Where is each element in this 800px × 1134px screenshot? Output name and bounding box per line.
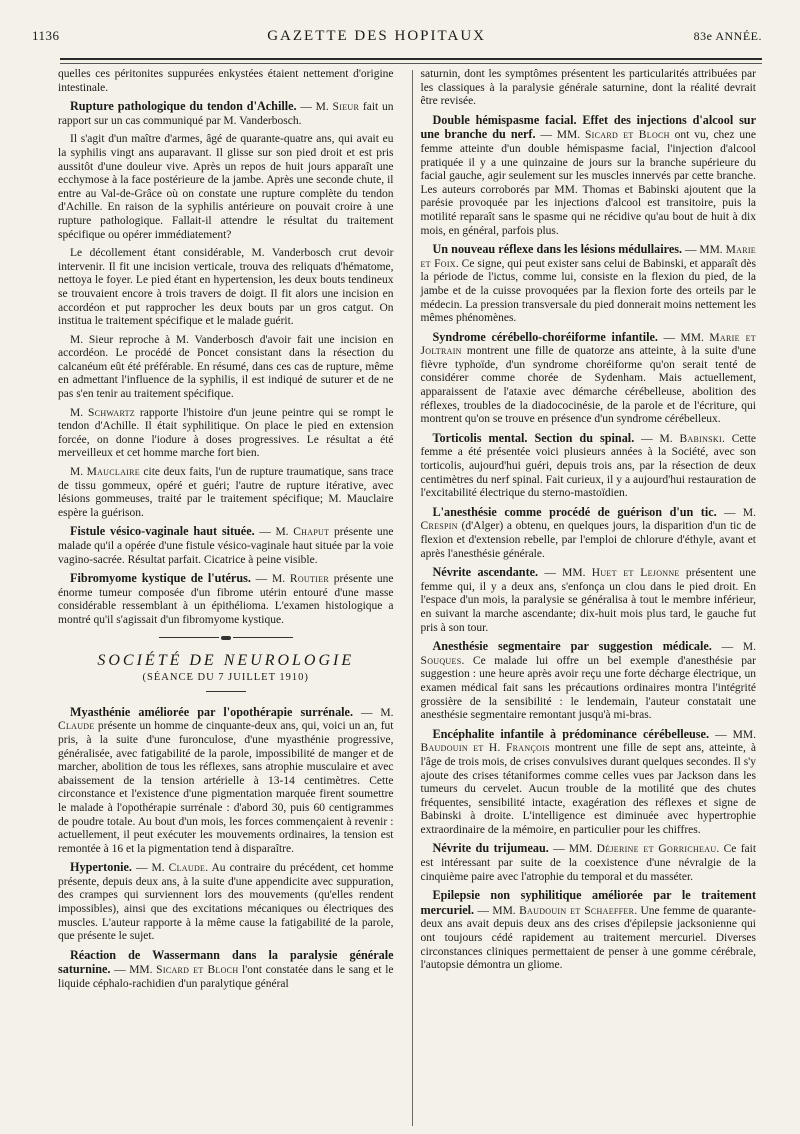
article-text: Au contraire du précédent, cet homme présente, depuis deux ans, à la suite d'une appendicite avec suppuration, des crampes qui surviennent lors des mouvements (qu'elles rendent impossibles), ainsi que des excitations mécaniques ou électriques des muscles. L'auteur rapporte à la même cause la fatigabilité de la parole, que présente le sujet. (58, 862, 394, 943)
article-title: Double hémispasme facial. Effet des injections d'alcool sur une branche du nerf. (420, 112, 756, 142)
paragraph: quelles ces péritonites suppurées enkystées étaient nettement d'origine intestinale. (58, 68, 394, 94)
header-rule (60, 58, 762, 60)
article-text: Ce signe, qui peut exister sans celui de Babinski, et apparaît dès la période de l'ictus, comme lui, consiste en la flexion du pied, de la jambe et de la cuisse provoquées par la flexion forte des orteils par le médecin. La pression transversale du pied donnerait moins nettement les mêmes phénomènes. (420, 257, 757, 325)
author-name: Sicard et Bloch (584, 129, 670, 142)
author-name: Sicard et Bloch (156, 964, 239, 977)
author-name: Routier (289, 573, 329, 586)
article-text: cite deux faits, l'un de rupture traumatique, sans trace de tissu gommeux, opéré et guéri; l'autre de rupture itérative, avec lésions gommeuses, traité par le traitement spécifique; M. Mauclaire espère la guérison. (58, 466, 394, 519)
author-name: Claude (168, 862, 206, 875)
article-title: Torticolis mental. Section du spinal. (432, 430, 635, 445)
section-session-date: (SÉANCE DU 7 JUILLET 1910) (142, 672, 309, 684)
article-title: Encéphalite infantile à prédominance cérébelleuse. (432, 726, 710, 741)
article-text: présente une énorme tumeur composée d'un fibrome utérin entouré d'une masse considérable ressemblant à un épithélioma. L'examen histologique a montré qu'il s'agissait d'un fibromyome kystique. (58, 573, 394, 626)
section-title: SOCIÉTÉ DE NEUROLOGIE (97, 651, 355, 669)
article-tic: L'anesthésie comme procédé de guérison d'un tic. — M. Crespin (d'Alger) a obtenu, en quelques jours, la disparition d'un tic de flexion et d'extension rebelle, par l'emploi de chlorure d'éthyle, avant et après l'anesthésie générale. (420, 504, 757, 560)
article-title: Réaction de Wassermann dans la paralysie générale saturnine. (58, 947, 394, 977)
article-text: présente un homme de cinquante-deux ans, qui, voici un an, fut pris, à la suite d'une furonculose, d'une myasthénie progressive, généralisée, avec fatigabilité de la parole, impossibilité de manger et de marcher, abolition de tous les réflexes, sans atrophie musculaire et avec abaissement de la tension artérielle à 13-14 centimètres. Cette circonstance et l'existence d'une pigmentation marquée firent soumettre le malade à l'opothérapie surrénale : d'abord 30, puis 60 centigrammes de poudre totale. Au bout d'un mois, les forces commençaient à revenir : actuellement, il peut exécuter les mouvements ordinaires, la tension est remontée à 16 et la pigmentation tend à disparaître. (58, 720, 394, 855)
author-name: Marie et Foix (420, 244, 756, 270)
author-name: Crespin (420, 520, 458, 533)
paragraph: M. Schwartz rapporte l'histoire d'un jeune peintre qui se rompt le tendon d'Achille. Il était syphilitique. On place le pied en extension forcée, on donne l'iodure à doses progressives. Le résultat a été merveilleux et cet homme marche fort bien. (58, 406, 394, 460)
article-title: Epilepsie non syphilitique améliorée par le traitement mercuriel. (420, 888, 756, 917)
author-name: Babinski (679, 432, 722, 445)
author-name: Chaput (293, 526, 330, 539)
article-title: Rupture pathologique du tendon d'Achille. (70, 99, 297, 114)
article-encephalite: Encéphalite infantile à prédominance cérébelleuse. — MM. Baudouin et H. François montrent une fille de sept ans, atteinte, à l'âge de trois mois, de crises convulsives durant quelques secondes. Il s'y ajoute des crises tétaniformes comme celles vues par Jackson dans les tumeurs du cervelet. Aucun trouble de la motilité que des chutes fréquentes, sensibilité intacte, exagération des réflexes et signe de Babinski à droite. L'intelligence est diminuée avec hypertrophie extraordinaire de la mémoire, en particulier pour les chiffres. (420, 726, 756, 836)
article-anesthesie: Anesthésie segmentaire par suggestion médicale. — M. Souques. Ce malade lui offre un bel exemple d'anesthésie par suggestion : une heure après avoir reçu une forte décharge électrique, un examen médical fait sans les précautions ordinaires montra l'intégrité grossière de la sensibilité : le lendemain, l'auteur constatait une anesthésie segmentaire remontant jusqu'à mi-bras. (420, 639, 756, 722)
column-divider (412, 70, 413, 1126)
author-name: Mauclaire (86, 466, 140, 479)
article-title: Syndrome cérébello-choréiforme infantile. (432, 329, 658, 344)
author-name: Baudouin et H. François (420, 742, 550, 755)
author-name: Déjerine et Gorricheau (596, 843, 717, 856)
article-title: Névrite ascendante. (432, 565, 539, 580)
article-epilepsie: Epilepsie non syphilitique améliorée par le traitement mercuriel. — MM. Baudouin et Schaeffer. Une femme de quarante-deux ans avait depuis deux ans des crises d'épilepsie jacksonienne qui ont toujours cédé rapidement au traitement mercuriel. Diverses circonstances cliniques permettaient de penser à une gomme cérébrale, l'autopsie démontra un gliome. (420, 888, 757, 972)
article-text: Ce malade lui offre un bel exemple d'anesthésie par suggestion : une heure après avoir reçu une forte décharge électrique, un examen médical fait sans les précautions ordinaires montra l'intégrité grossière de la sensibilité : le lendemain, l'auteur constatait une anesthésie segmentaire remontant jusqu'à mi-bras. (420, 654, 756, 722)
article-text: fait un rapport sur un cas communiqué par M. Vanderbosch. (58, 101, 394, 127)
author-name: Huet et Lejonne (591, 567, 680, 580)
article-wassermann: Réaction de Wassermann dans la paralysie générale saturnine. — MM. Sicard et Bloch l'ont constatée dans le sang et le liquide céphalo-rachidien d'un paralytique général (58, 947, 394, 991)
page-number: 1136 (32, 28, 60, 43)
article-torticolis: Torticolis mental. Section du spinal. — M. Babinski. Cette femme a été présentée voici plusieurs années à la Société, avec son torticolis, aujourd'hui guéri, depuis trois ans, par la résection de deux centimètres du nerf spinal. Fait curieux, il y a aujourd'hui restauration de l'excitabilité électrique du sterno-mastoïdien. (420, 430, 756, 500)
article-trijumeau: Névrite du trijumeau. — MM. Déjerine et Gorricheau. Ce fait est intéressant par suite de la coexistence d'une névralgie de la cinquième paire avec l'atrophie du temporal et du masséter. (420, 841, 757, 883)
article-title: L'anesthésie comme procédé de guérison d'un tic. (432, 504, 717, 519)
article-fibromyome: Fibromyome kystique de l'utérus. — M. Routier présente une énorme tumeur composée d'un fibrome utérin entouré d'une masse considérable ressemblant à un épithélioma. L'examen histologique a montré qu'il s'agissait d'un fibromyome kystique. (58, 571, 394, 626)
article-myasthenie: Myasthénie améliorée par l'opothérapie surrénale. — M. Claude présente un homme de cinquante-deux ans, qui, voici un an, fut pris, à la suite d'une furonculose, d'une myasthénie progressive, généralisée, avec fatigabilité de la parole, impossibilité de manger et de marcher, abolition de tous les réflexes, sans atrophie musculaire et avec abaissement de la tension artérielle à 13-14 centimètres. Cette circonstance et l'existence d'une pigmentation marquée firent soumettre le malade à l'opothérapie surrénale : d'abord 30, puis 60 centigrammes de poudre totale. Au bout d'un mois, les forces commençaient à revenir : actuellement, il peut exécuter les mouvements ordinaires, la tension est remontée à 16 et la pigmentation tend à disparaître. (58, 704, 394, 855)
article-reflexe: Un nouveau réflexe dans les lésions médullaires. — MM. Marie et Foix. Ce signe, qui peut exister sans celui de Babinski, et apparaît dès la période de l'ictus, comme lui, consiste en la flexion du pied, de la jambe et de la cuisse provoquées par la flexion forte des orteils par le médecin. La pression transversale du pied donnerait moins nettement les mêmes phénomènes. (420, 242, 757, 325)
text-columns (58, 68, 756, 1126)
article-text: (d'Alger) a obtenu, en quelques jours, la disparition d'un tic de flexion et d'extension rebelle, par l'emploi de chlorure d'éthyle, avant et après l'anesthésie générale. (420, 520, 757, 560)
article-nevrite: Névrite ascendante. — MM. Huet et Lejonne présentent une femme qui, il y a deux ans, s'enfonça un clou dans le pied droit. En l'espace d'un mois, la paralysie se généralisa à tout le membre inférieur, en suivant la marche ascendante; dix-huit mois plus tard, le gauche fut pris à son tour. (420, 565, 757, 634)
author-name: Schwartz (88, 406, 135, 419)
article-syndrome: Syndrome cérébello-choréiforme infantile. — MM. Marie et Joltrain montrent une fille de quatorze ans atteinte, à la suite d'une fièvre typhoïde, d'un syndrome choréiforme qu'on serait tenté de considérer comme chorée de Sydenham. Mais actuellement, apparaissent de l'ataxie avec démarche cérébelleuse, abolition des réflexes, troubles de la diadococinésie, de la parole et de l'écriture, qui montrent qu'on se trouve en présence d'un syndrome cérébelleux. (420, 329, 757, 426)
article-text: présente une malade qu'il a opérée d'une fistule vésico-vaginale haut située par la voie vagino-sacrée. Résultat parfait. Cicatrice à peine visible. (58, 526, 394, 566)
journal-year: 83e ANNÉE. (693, 29, 762, 43)
article-title: Myasthénie améliorée par l'opothérapie surrénale. (70, 704, 354, 719)
article-text: l'ont constatée dans le sang et le liquide céphalo-rachidien d'un paralytique général (58, 964, 394, 991)
paragraph: Il s'agit d'un maître d'armes, âgé de quarante-quatre ans, qui avait eu la syphilis vingt ans auparavant. Il glisse sur son pied droit et est pris aussitôt d'une douleur vive. Après un repos de huit jours apparaît une ecchymose à la face postérieure de la jambe. Après une seconde chute, il entre au Val-de-Grâce où on constate une rupture complète du tendon d'Achille. En raison de la syphilis antérieure on pouvait croire à une rupture pathologique. Fallait-il attendre le résultat du traitement spécifique ou opérer immédiatement? (58, 133, 394, 241)
article-text: montrent une fille de quatorze ans atteinte, à la suite d'une fièvre typhoïde, d'un syndrome choréiforme qu'on serait tenté de considérer comme chorée de Sydenham. Mais actuellement, apparaissent de l'ataxie avec démarche cérébelleuse, abolition des réflexes, troubles de la diadococinésie, de la parole et de l'écriture, qui montrent qu'on se trouve en présence d'un syndrome cérébelleux. (420, 345, 757, 426)
author-name: Marie et Joltrain (420, 331, 756, 358)
paragraph: saturnin, dont les symptômes présentent les particularités attribuées par les classiques à la paralysie générale saturnine, dont la réalité devrait être revisée. (420, 68, 756, 108)
article-title: Névrite du trijumeau. (432, 841, 549, 856)
article-title: Fistule vésico-vaginale haut située. (70, 524, 255, 539)
author-name: Sieur (332, 101, 360, 114)
page-header (32, 28, 762, 50)
article-title: Fibromyome kystique de l'utérus. (70, 571, 251, 586)
header-rule-thin (60, 63, 762, 64)
article-text: rapporte l'histoire d'un jeune peintre qui se rompt le tendon d'Achille. Il était syphilitique. On place le pied en extension forcée, on donne l'iodure à doses progressives. Le résultat a été merveilleux et cet homme marche fort bien. (58, 406, 394, 460)
article-text: Cette femme a été présentée voici plusieurs années à la Société, avec son torticolis, aujourd'hui guéri, depuis trois ans, par la résection de deux centimètres du nerf spinal. Fait curieux, il y a aujourd'hui restauration de l'excitabilité électrique du sterno-mastoïdien. (420, 432, 756, 500)
article-hypertonie: Hypertonie. — M. Claude. Au contraire du précédent, cet homme présente, depuis deux ans, à la suite d'une appendicite avec suppuration, des crampes qui surviennent lors des mouvements (qu'elles rendent impossibles), ainsi que des excitations mécaniques ou électriques des muscles. L'auteur rapporte à la même cause la fatigabilité de la parole, que présente le sujet. (58, 860, 394, 943)
article-title: Un nouveau réflexe dans les lésions médullaires. (432, 242, 683, 257)
section-rule (206, 691, 246, 692)
author-name: Claude (58, 720, 95, 733)
article-title: Anesthésie segmentaire par suggestion médicale. (432, 639, 712, 654)
left-column (58, 68, 404, 1126)
article-fistula: Fistule vésico-vaginale haut située. — M. Chaput présente une malade qu'il a opérée d'une fistule vésico-vaginale haut située par la voie vagino-sacrée. Résultat parfait. Cicatrice à peine visible. (58, 524, 394, 566)
article-text: ont vu, chez une femme atteinte d'un double hémispasme facial, l'injection d'alcool pratiquée il y a une quinzaine de jours sur la branche supérieure du facial gauche, agir seulement sur les muscles innervés par cette branche. Les auteurs corroborés par MM. Thomas et Babinski ajoutent que la parésie provoquée par les injections d'alcool est transitoire, puis la motilité reparaît sans le spasme qui ne récidive qu'au bout de huit à dix mois, en général, parfois plus. (420, 129, 756, 237)
article-text: Une femme de quarante-deux ans avait depuis deux ans des crises d'épilepsie jacksonienne qui ont toujours cédé rapidement au traitement mercuriel. Diverses circonstances cliniques permettaient de penser à une gomme cérébrale, l'autopsie démontra un gliome. (420, 904, 757, 972)
journal-title: GAZETTE DES HOPITAUX (267, 28, 486, 44)
right-column (421, 68, 757, 1126)
paragraph: M. Sieur reproche à M. Vanderbosch d'avoir fait une incision en accordéon. Le procédé de Poncet consistant dans la résection du calcanéum eût été préférable. En résumé, dans ces cas de rupture, même en admettant l'influence de la syphilis, il est indiqué de suturer et de ne pas s'en tenir au traitement spécifique. (58, 333, 394, 401)
paragraph: Le décollement étant considérable, M. Vanderbosch crut devoir intervenir. Il fit une incision verticale, trouva des reliquats d'hématome, nettoya le foyer. Le pied étant en hypertension, les deux bouts tendineux se trouvaient encore à trois travers de doigt. Il fit alors une incision en accordéon et put rapprocher les deux bouts par un gros catgut. On institua le traitement spécifique et le malade guérit. (58, 247, 394, 328)
section-ornament (58, 636, 394, 640)
article-text: montrent une fille de sept ans, atteinte, à l'âge de trois mois, de crises convulsives durant quelques secondes. Il s'y ajoute des crises tétaniformes comme celles vues par Jackson dans les tumeurs du cervelet. Aucun trouble de la motilité que des chutes fréquentes, sensibilité intacte, exagération des réflexes et signe de Babinski à droite. L'intelligence est diminuée avec hypertrophie extraordinaire de la mémoire, en particulier pour les chiffres. (420, 742, 756, 836)
article-title: Hypertonie. (70, 860, 132, 875)
author-name: Souques (420, 654, 462, 667)
article-text: présentent une femme qui, il y a deux ans, s'enfonça un clou dans le pied droit. En l'espace d'un mois, la paralysie se généralisa à tout le membre inférieur, en suivant la marche ascendante; dix-huit mois plus tard, le gauche fut pris à son tour. (420, 567, 757, 634)
paragraph: M. Mauclaire cite deux faits, l'un de rupture traumatique, sans trace de tissu gommeux, opéré et guéri; l'autre de rupture itérative, avec lésions gommeuses, traité par le traitement spécifique; M. Mauclaire espère la guérison. (58, 466, 394, 519)
article-text: Ce fait est intéressant par suite de la coexistence d'une névralgie de la cinquième paire avec l'atrophie du temporal et du masséter. (420, 843, 757, 883)
article-achilles: Rupture pathologique du tendon d'Achille. — M. Sieur fait un rapport sur un cas communiqué par M. Vanderbosch. (58, 99, 394, 127)
author-name: Baudouin et Schaeffer (519, 904, 635, 917)
article-hemispasme: Double hémispasme facial. Effet des injections d'alcool sur une branche du nerf. — MM. Sicard et Bloch ont vu, chez une femme atteinte d'un double hémispasme facial, l'injection d'alcool pratiquée il y a une quinzaine de jours sur la branche supérieure du facial gauche, agir seulement sur les muscles innervés par cette branche. Les auteurs corroborés par MM. Thomas et Babinski ajoutent que la parésie provoquée par les injections d'alcool est transitoire, puis la motilité reparaît sans le spasme qui ne récidive qu'au bout de huit à dix mois, en général, parfois plus. (420, 112, 756, 237)
